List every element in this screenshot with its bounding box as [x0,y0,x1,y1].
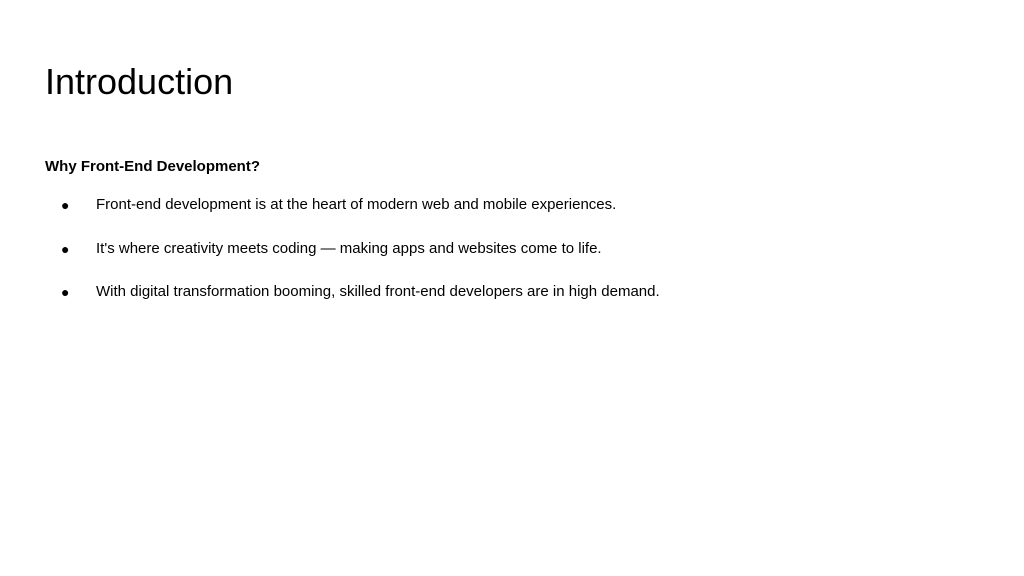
bullet-icon: ● [61,240,70,257]
bullet-icon: ● [61,197,70,213]
section-subheading: Why Front-End Development? [45,158,260,175]
bullet-icon: ● [61,284,70,300]
bullet-text: With digital transformation booming, skilled front-end developers are in high demand. [96,283,660,300]
slide-title: Introduction [45,61,234,102]
bullet-text: It's where creativity meets coding — making apps and websites come to life. [96,239,602,257]
bullet-text: Front-end development is at the heart of modern web and mobile experiences. [96,196,617,213]
